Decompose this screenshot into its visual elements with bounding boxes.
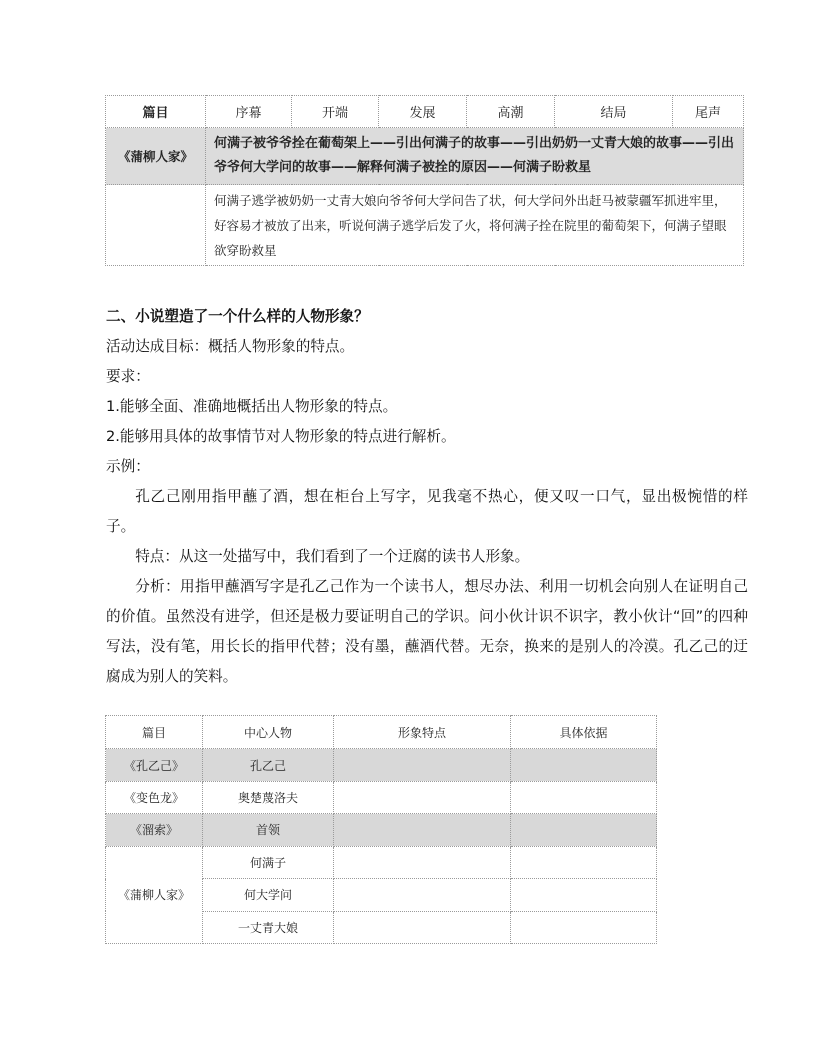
traits-cell <box>334 911 511 943</box>
table-header-row <box>106 716 657 749</box>
header-cell-title: 篇目 <box>106 716 203 749</box>
header-cell-title: 篇目 <box>106 96 206 128</box>
work-title-cell: 《溜索》 <box>106 814 203 846</box>
traits-cell <box>334 846 511 878</box>
character-cell: 何大学问 <box>203 879 334 911</box>
character-cell: 奥楚蔑洛夫 <box>203 781 334 813</box>
header-cell-prologue: 序幕 <box>206 96 292 128</box>
character-cell: 何满子 <box>203 846 334 878</box>
traits-cell <box>334 814 511 846</box>
section-heading: 二、小说塑造了一个什么样的人物形象？ <box>106 308 369 325</box>
evidence-cell <box>511 814 657 846</box>
table-row <box>106 846 657 878</box>
header-cell-climax: 高潮 <box>467 96 555 128</box>
evidence-cell <box>511 879 657 911</box>
work-title-cell: 《蒲柳人家》 <box>106 846 203 943</box>
empty-title-cell <box>106 185 206 266</box>
traits-cell <box>334 781 511 813</box>
work-title-cell: 《孔乙己》 <box>106 749 203 781</box>
table-row <box>106 128 744 185</box>
evidence-cell <box>511 911 657 943</box>
work-title-cell: 《变色龙》 <box>106 781 203 813</box>
evidence-cell <box>511 781 657 813</box>
work-title-cell: 《蒲柳人家》 <box>106 128 206 185</box>
table-row <box>106 814 657 846</box>
header-cell-epilogue: 尾声 <box>673 96 744 128</box>
feature-text: 特点：从这一处描写中，我们看到了一个迂腐的读书人形象。 <box>135 548 530 565</box>
traits-cell <box>334 879 511 911</box>
header-cell-traits: 形象特点 <box>334 716 511 749</box>
plot-structure-table <box>105 95 744 266</box>
requirement-2: 2.能够用具体的故事情节对人物形象的特点进行解析。 <box>106 428 456 445</box>
character-cell: 一丈青大娘 <box>203 911 334 943</box>
traits-cell <box>334 749 511 781</box>
table-row <box>106 749 657 781</box>
character-cell: 首领 <box>203 814 334 846</box>
section-body <box>106 302 748 692</box>
character-table <box>105 715 657 944</box>
header-cell-character: 中心人物 <box>203 716 334 749</box>
header-cell-development: 发展 <box>379 96 467 128</box>
plot-sequence-cell: 何满子被爷爷拴在葡萄架上——引出何满子的故事——引出奶奶一丈青大娘的故事——引出爷爷何大学问的故事——解释何满子被拴的原因——何满子盼救星 <box>206 128 744 185</box>
header-cell-ending: 结局 <box>555 96 673 128</box>
analysis-text: 分析：用指甲蘸酒写字是孔乙己作为一个读书人，想尽办法、利用一切机会向别人在证明自己的价值。虽然没有进学，但还是极力要证明自己的学识。问小伙计识不识字，教小伙计“回”的四种写法，没有笔，用长长的指甲代替；没有墨，蘸酒代替。无奈，换来的是别人的冷漠。孔乙己的迂腐成为别人的笑料。 <box>106 578 748 685</box>
requirements-title: 要求： <box>106 368 150 385</box>
table-header-row <box>106 96 744 128</box>
table-row <box>106 781 657 813</box>
header-cell-beginning: 开端 <box>292 96 379 128</box>
character-cell: 孔乙己 <box>203 749 334 781</box>
table-row <box>106 185 744 266</box>
header-cell-evidence: 具体依据 <box>511 716 657 749</box>
requirement-1: 1.能够全面、准确地概括出人物形象的特点。 <box>106 398 398 415</box>
example-quote: 孔乙己刚用指甲蘸了酒，想在柜台上写字，见我毫不热心，便又叹一口气，显出极惋惜的样子。 <box>106 488 748 535</box>
evidence-cell <box>511 846 657 878</box>
evidence-cell <box>511 749 657 781</box>
activity-goal: 活动达成目标：概括人物形象的特点。 <box>106 338 355 355</box>
plot-summary-cell: 何满子逃学被奶奶一丈青大娘向爷爷何大学问告了状，何大学问外出赶马被蒙疆军抓进牢里，好容易才被放了出来，听说何满子逃学后发了火，将何满子拴在院里的葡萄架下，何满子望眼欲穿盼救星 <box>206 185 744 266</box>
example-title: 示例： <box>106 458 150 475</box>
